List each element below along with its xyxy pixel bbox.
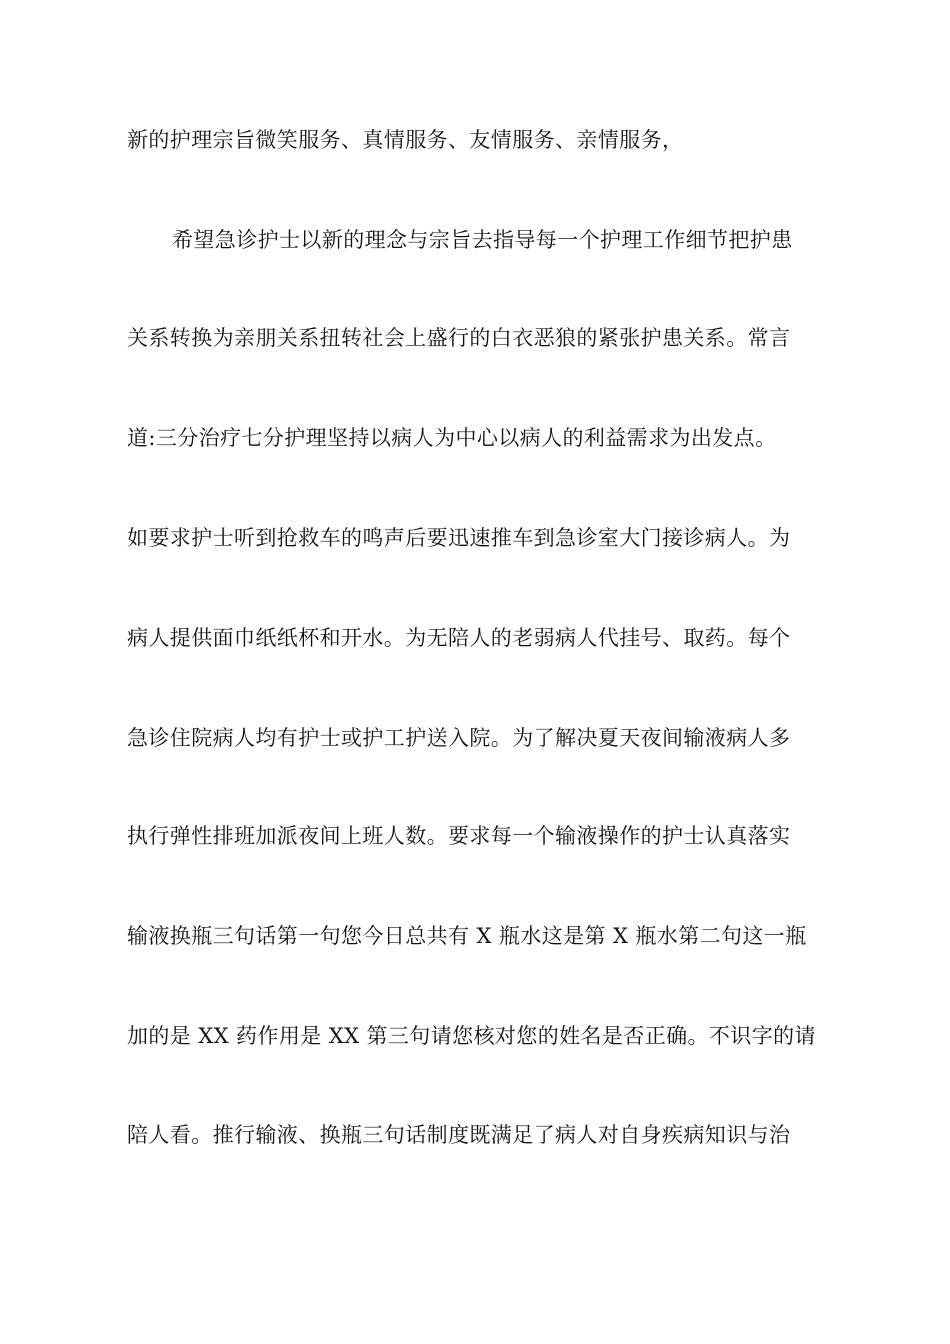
text-line-5: 如要求护士听到抢救车的鸣声后要迅速推车到急诊室大门接诊病人。为	[127, 526, 791, 550]
text-line-11: 陪人看。推行输液、换瓶三句话制度既满足了病人对自身疾病知识与治	[127, 1123, 791, 1147]
text-line-7: 急诊住院病人均有护士或护工护送入院。为了解决夏天夜间输液病人多	[127, 726, 791, 750]
text-line-2: 希望急诊护士以新的理念与宗旨去指导每一个护理工作细节把护患	[172, 228, 793, 252]
text-line-1: 新的护理宗旨微笑服务、真情服务、友情服务、亲情服务，	[127, 128, 684, 152]
text-line-3: 关系转换为亲朋关系扭转社会上盛行的白衣恶狼的紧张护患关系。常言	[127, 326, 791, 350]
text-line-4: 道:三分治疗七分护理坚持以病人为中心以病人的利益需求为出发点。	[127, 426, 777, 450]
text-line-10: 加的是 XX 药作用是 XX 第三句请您核对您的姓名是否正确。不识字的请	[127, 1024, 816, 1048]
text-line-9: 输液换瓶三句话第一句您今日总共有 X 瓶水这是第 X 瓶水第二句这一瓶	[127, 924, 807, 948]
text-line-8: 执行弹性排班加派夜间上班人数。要求每一个输液操作的护士认真落实	[127, 824, 791, 848]
text-line-6: 病人提供面巾纸纸杯和开水。为无陪人的老弱病人代挂号、取药。每个	[127, 626, 791, 650]
